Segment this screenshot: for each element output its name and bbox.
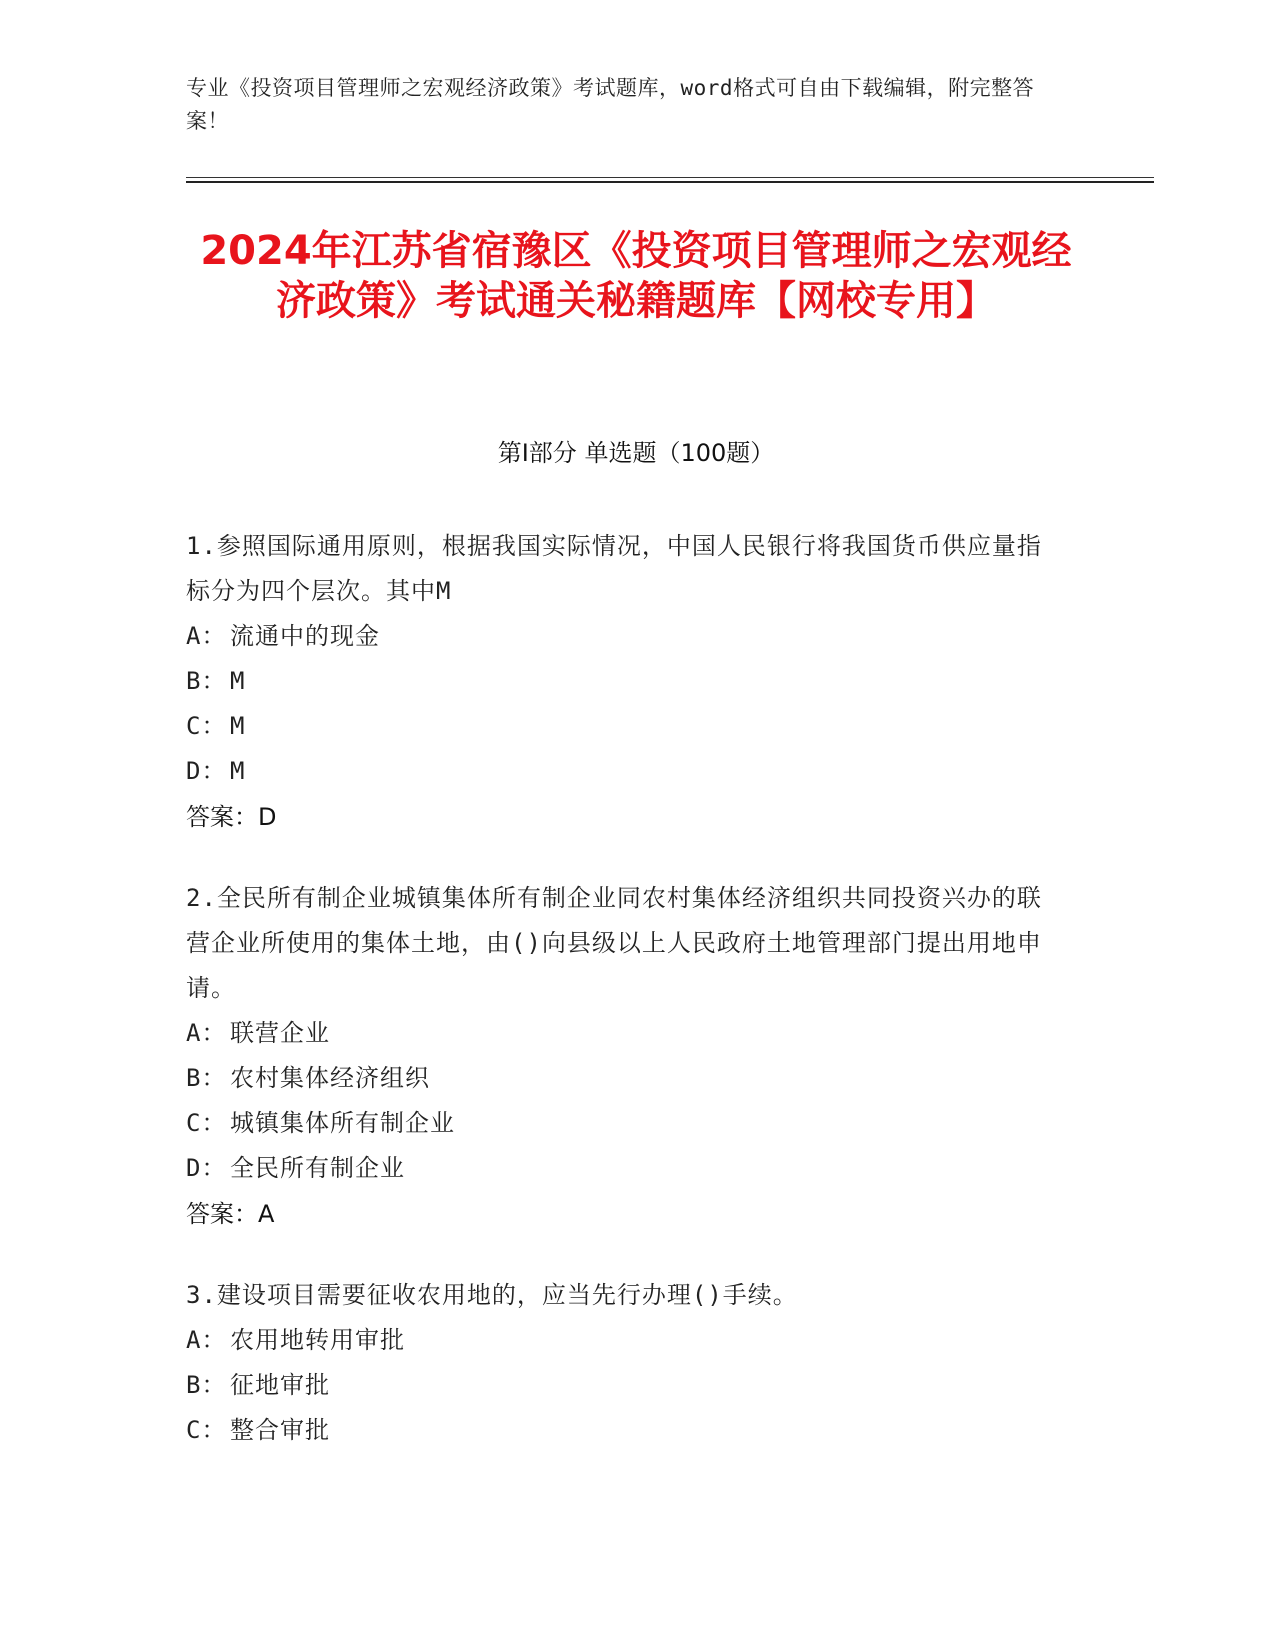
question-stem: 2.全民所有制企业城镇集体所有制企业同农村集体经济组织共同投资兴办的联营企业所使用的集体土地，由()向县级以上人民政府土地管理部门提出用地申请。 bbox=[186, 884, 1042, 1002]
option-key: A： bbox=[186, 622, 227, 650]
option-c bbox=[186, 704, 1066, 749]
option-d bbox=[186, 749, 1066, 794]
header-divider-thick bbox=[186, 181, 1154, 183]
option-text: M bbox=[230, 667, 246, 695]
option-text: 城镇集体所有制企业 bbox=[230, 1109, 455, 1137]
option-a bbox=[186, 1011, 1066, 1056]
option-b bbox=[186, 1056, 1066, 1101]
option-text: 整合审批 bbox=[230, 1416, 330, 1444]
option-text: M bbox=[230, 712, 246, 740]
section-heading: 第I部分 单选题（100题） bbox=[497, 439, 775, 467]
option-key: D： bbox=[186, 757, 227, 785]
question-stem: 1.参照国际通用原则，根据我国实际情况，中国人民银行将我国货币供应量指标分为四个层次。其中M bbox=[186, 532, 1042, 605]
option-key: C： bbox=[186, 1416, 227, 1444]
option-text: 农村集体经济组织 bbox=[230, 1064, 430, 1092]
option-key: A： bbox=[186, 1326, 227, 1354]
answer-line: 答案：D bbox=[186, 803, 277, 831]
document-title: 2024年江苏省宿豫区《投资项目管理师之宏观经济政策》考试通关秘籍题库【网校专用】 bbox=[200, 228, 1072, 324]
header-divider-thin bbox=[186, 177, 1154, 178]
option-a bbox=[186, 614, 1066, 659]
option-text: 农用地转用审批 bbox=[230, 1326, 405, 1354]
question-item bbox=[186, 1273, 1066, 1453]
option-b bbox=[186, 1363, 1066, 1408]
option-key: B： bbox=[186, 667, 227, 695]
option-text: 全民所有制企业 bbox=[230, 1154, 405, 1182]
option-d bbox=[186, 1146, 1066, 1191]
option-key: B： bbox=[186, 1064, 227, 1092]
option-key: D： bbox=[186, 1154, 227, 1182]
option-text: 流通中的现金 bbox=[230, 622, 380, 650]
option-key: A： bbox=[186, 1019, 227, 1047]
option-b bbox=[186, 659, 1066, 704]
option-key: C： bbox=[186, 1109, 227, 1137]
question-item bbox=[186, 876, 1066, 1237]
option-text: 征地审批 bbox=[230, 1371, 330, 1399]
option-text: 联营企业 bbox=[230, 1019, 330, 1047]
question-stem: 3.建设项目需要征收农用地的，应当先行办理()手续。 bbox=[186, 1281, 798, 1309]
intro-text: 专业《投资项目管理师之宏观经济政策》考试题库，word格式可自由下载编辑，附完整答案！ bbox=[186, 76, 1035, 133]
option-key: B： bbox=[186, 1371, 227, 1399]
answer-line: 答案：A bbox=[186, 1200, 275, 1228]
option-c bbox=[186, 1101, 1066, 1146]
question-list bbox=[186, 524, 1066, 1489]
option-a bbox=[186, 1318, 1066, 1363]
option-text: M bbox=[230, 757, 246, 785]
option-c bbox=[186, 1408, 1066, 1453]
question-item bbox=[186, 524, 1066, 840]
option-key: C： bbox=[186, 712, 227, 740]
